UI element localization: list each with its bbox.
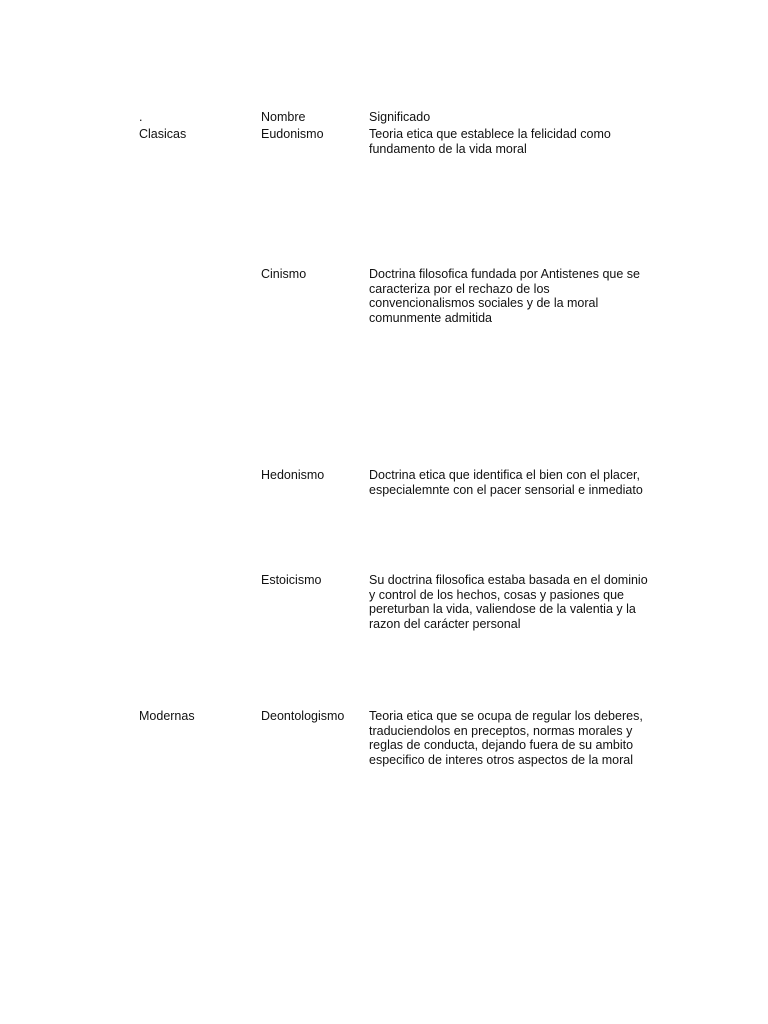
ethics-name-cell: Deontologismo xyxy=(261,709,345,723)
ethics-meaning-cell: Su doctrina filosofica estaba basada en el dominio y control de los hechos, cosas y pasiones que pereturban la vida, valiendose de la valentia y la razon del carácter personal xyxy=(369,573,648,631)
ethics-name-cell: Estoicismo xyxy=(261,573,322,587)
ethics-name-cell: Hedonismo xyxy=(261,468,325,482)
ethics-meaning-cell: Teoria etica que se ocupa de regular los deberes, traduciendolos en preceptos, normas morales y reglas de conducta, dejando fuera de su ambito especifico de interes otros aspectos de la moral xyxy=(369,709,643,767)
ethics-meaning-cell: Doctrina filosofica fundada por Antistenes que se caracteriza por el rechazo de los convencionalismos sociales y de la moral comunmente admitida xyxy=(369,267,641,325)
header-meaning-label: Significado xyxy=(369,110,431,124)
category-cell: Clasicas xyxy=(139,127,187,141)
header-name-label: Nombre xyxy=(261,110,306,124)
ethics-name-cell: Cinismo xyxy=(261,267,307,281)
ethics-meaning-cell: Teoria etica que establece la felicidad como fundamento de la vida moral xyxy=(369,127,611,156)
category-cell: Modernas xyxy=(139,709,195,723)
header-marker: . xyxy=(139,110,143,124)
ethics-meaning-cell: Doctrina etica que identifica el bien con el placer, especialemnte con el pacer sensorial e inmediato xyxy=(369,468,643,497)
ethics-name-cell: Eudonismo xyxy=(261,127,324,141)
